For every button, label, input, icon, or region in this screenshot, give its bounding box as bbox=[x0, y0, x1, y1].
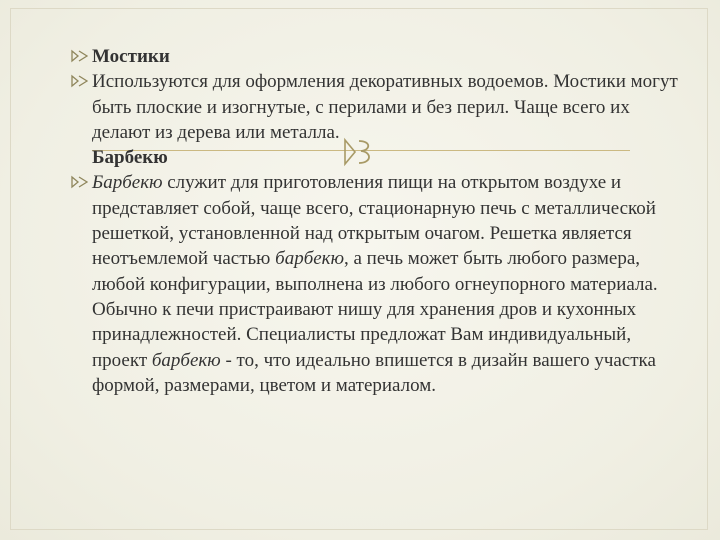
arrow-bullet-icon bbox=[71, 74, 88, 88]
paragraph-mostiki: Используются для оформления декоративных водоемов. Мостики могут быть плоские и изогнутые, с перилами и без перил. Чаще всего их делают из дерева или металла. bbox=[92, 71, 678, 143]
paragraph-barbekyu-part2: , а печь может быть любого размера, любой конфигурации, выполнена из любого огнеупорного материала. Обычно к печи пристраивают нишу для хранения дров и кухонных принадлежностей. Специалисты предложат Вам индивидуальный, проект bbox=[92, 248, 658, 371]
heading-barbekyu: Барбекю bbox=[92, 147, 168, 169]
bullet-item-barbekyu-text bbox=[71, 170, 681, 398]
term-barbekyu: Барбекю bbox=[92, 172, 163, 194]
heading-mostiki: Мостики bbox=[92, 46, 170, 67]
bullet-item-mostiki bbox=[71, 44, 681, 69]
content-area bbox=[71, 44, 681, 398]
paragraph-barbekyu-part1: служит для приготовления пищи на открытом воздухе и представляет собой, чаще всего, стационарную печь с металлической решеткой, установленной над открытым очагом. Решетка является неотъемлемой частью bbox=[92, 172, 656, 270]
term-barbekyu: барбекю bbox=[275, 248, 344, 270]
paragraph-barbekyu bbox=[92, 172, 658, 395]
arrow-bullet-icon bbox=[71, 49, 88, 63]
bullet-item-mostiki-text bbox=[71, 69, 681, 145]
arrow-bullet-icon bbox=[71, 175, 88, 189]
term-barbekyu: барбекю bbox=[151, 349, 221, 371]
paragraph-barbekyu-part3: - то, что идеально впишется в дизайн вашего участка формой, размерами, цветом и материалом. bbox=[92, 349, 656, 396]
